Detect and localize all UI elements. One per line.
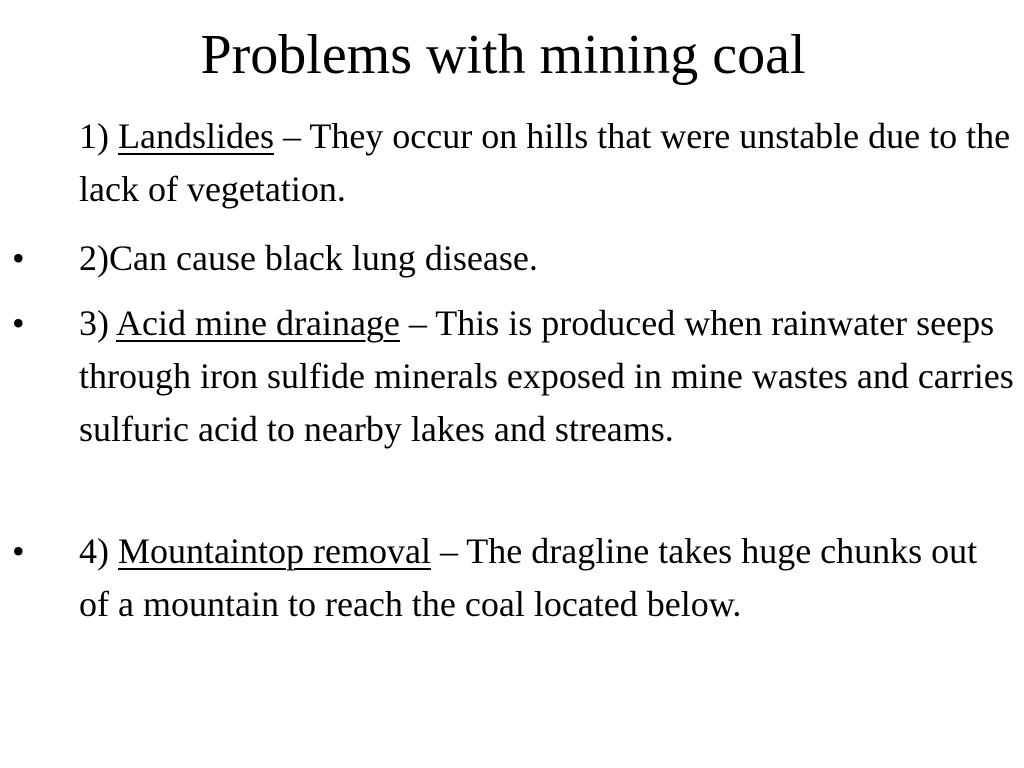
item-description: – They occur on hills that were unstable due to the lack of vegetation. <box>79 116 1011 209</box>
item-term: Landslides <box>118 116 274 156</box>
bullet-icon: • <box>12 531 25 571</box>
item-description: – The dragline takes huge chunks out of a mountain to reach the coal located below. <box>79 531 978 624</box>
bullet-icon: • <box>12 303 25 343</box>
item-number: 4) <box>79 531 118 571</box>
item-text <box>79 232 1014 285</box>
item-text <box>79 297 1014 456</box>
item-description: – This is produced when rainwater seeps through iron sulfide minerals exposed in mine wastes and carries sulfuric acid to nearby lakes and streams. <box>79 303 1014 449</box>
item-term: Mountaintop removal <box>118 531 431 571</box>
item-text <box>79 110 1014 216</box>
slide-title: Problems with mining coal <box>200 24 806 86</box>
item-number: 3) <box>79 303 117 343</box>
item-number: 1) <box>79 116 118 156</box>
item-number: 2) <box>79 238 109 278</box>
item-text <box>79 525 1014 631</box>
item-term: Acid mine drainage <box>116 303 400 343</box>
item-description: Can cause black lung disease. <box>109 238 538 278</box>
bullet-icon: • <box>12 238 25 278</box>
